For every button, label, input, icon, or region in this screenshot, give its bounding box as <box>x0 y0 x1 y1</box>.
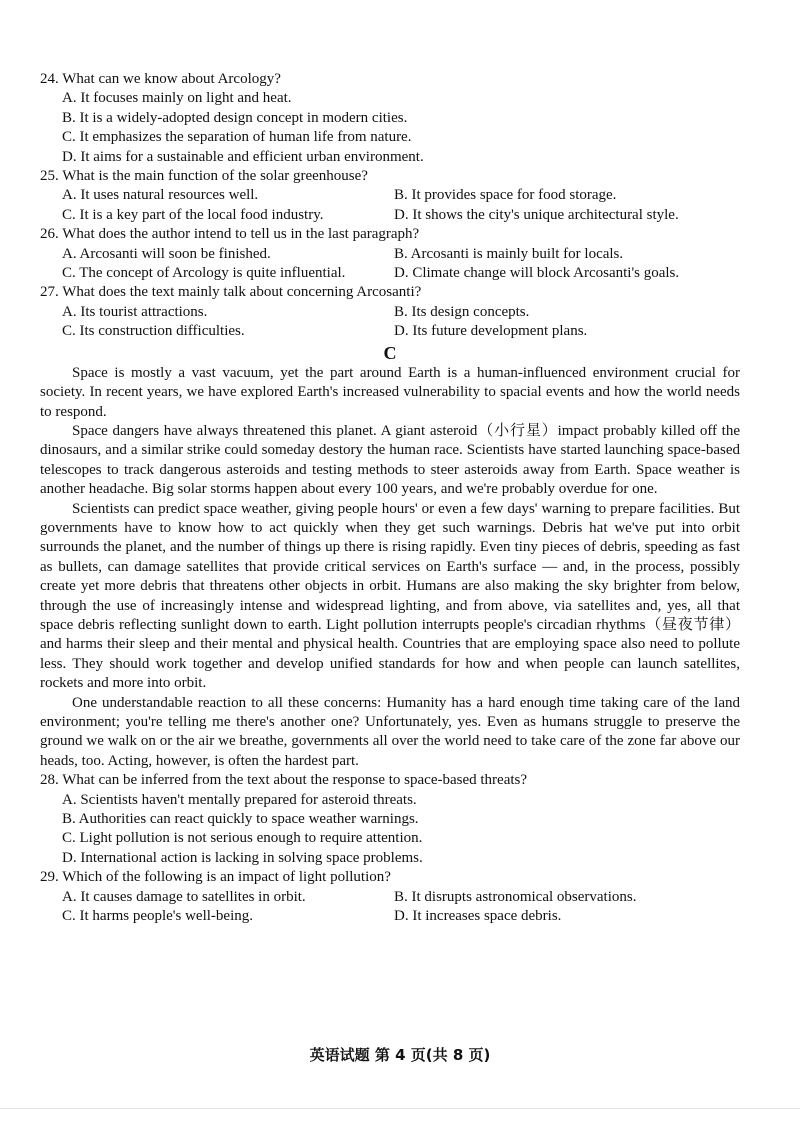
question-stem: 28. What can be inferred from the text about the response to space-based threats? <box>40 772 528 789</box>
page-content <box>40 70 740 926</box>
answer-option: B. Arcosanti is mainly built for locals. <box>394 245 624 262</box>
question <box>40 225 740 283</box>
answer-option: D. Its future development plans. <box>394 323 588 340</box>
answer-option: C. It emphasizes the separation of human life from nature. <box>62 129 412 146</box>
question-stem: 29. Which of the following is an impact of light pollution? <box>40 869 391 886</box>
question <box>40 70 740 167</box>
questions-group-bottom <box>40 771 740 926</box>
option-row <box>62 907 740 926</box>
question-stem: 27. What does the text mainly talk about concerning Arcosanti? <box>40 284 422 301</box>
question-stem: 25. What is the main function of the solar greenhouse? <box>40 168 368 185</box>
answer-option: D. It shows the city's unique architectural style. <box>394 206 679 223</box>
answer-option: A. Arcosanti will soon be finished. <box>62 245 271 262</box>
page-footer: 英语试题 第 4 页(共 8 页) <box>309 1046 491 1064</box>
answer-option: D. It increases space debris. <box>394 908 562 925</box>
option-row <box>62 322 740 341</box>
answer-option: C. The concept of Arcology is quite influential. <box>62 265 346 282</box>
answer-option: A. It uses natural resources well. <box>62 187 259 204</box>
answer-option: C. It harms people's well-being. <box>62 908 253 925</box>
passage-paragraph: Scientists can predict space weather, giving people hours' or even a few days' warning to prepare facilities. But governments have to know how to act quickly when they get such warnings. Debris hat we've put into orbit surrounds the planet, and the number of things up there is rising rapidly. Even tiny pieces of debris, speeding as fast as bullets, can damage satellites that provide critical services on Earth's surface — and, in the process, possibly create yet more debris that threatens other objects in orbit. Humans are also making the sky brighter from below, through the use of increasingly intense and widespread lighting, and from above, via satellites and, yes, all that space debris reflecting sunlight down to earth. Light pollution interrupts people's circadian rhythms（昼夜节律）and harms their sleep and their mental and physical health. Countries that are employing space also need to pollute less. They should work together and develop unified standards for how and when people can launch satellites, rockets and more into orbit. <box>40 500 740 692</box>
answer-option: B. It disrupts astronomical observations. <box>394 888 637 905</box>
question <box>40 868 740 926</box>
question <box>40 283 740 341</box>
option-row <box>62 264 740 283</box>
answer-option: A. It focuses mainly on light and heat. <box>62 90 292 107</box>
answer-option: B. It is a widely-adopted design concept in modern cities. <box>62 109 408 126</box>
bottom-divider <box>0 1108 800 1109</box>
passage-paragraph: Space is mostly a vast vacuum, yet the part around Earth is a human-influenced environment crucial for society. In recent years, we have explored Earth's increased vulnerability to spacial events and how the world needs to respond. <box>40 364 740 420</box>
option-row <box>62 186 740 205</box>
answer-option: B. It provides space for food storage. <box>394 187 617 204</box>
option-row <box>62 303 740 322</box>
answer-option: C. Its construction difficulties. <box>62 323 245 340</box>
option-row <box>62 888 740 907</box>
option-row <box>62 245 740 264</box>
answer-option: D. Climate change will block Arcosanti's goals. <box>394 265 680 282</box>
section-title: C <box>383 342 397 363</box>
question <box>40 771 740 868</box>
passage-paragraph: Space dangers have always threatened this planet. A giant asteroid（小行星）impact probably killed off the dinosaurs, and a similar strike could someday destory the human race. Scientists have started launching space-based telescopes to track dangerous asteroids and testing methods to steer asteroids away from Earth. Space weather is another headache. Big solar storms happen about every 100 years, and we're probably overdue for one. <box>40 422 740 498</box>
passage-paragraph: One understandable reaction to all these concerns: Humanity has a hard enough time taking care of the land environment; you're telling me there's another one? Unfortunately, yes. Even as humans struggle to preserve the ground we walk on or the air we breathe, governments all over the world need to take care of the zone far above our heads, too. Acting, however, is often the hardest part. <box>40 694 740 769</box>
answer-option: A. Its tourist attractions. <box>62 303 208 320</box>
answer-option: B. Authorities can react quickly to space weather warnings. <box>62 811 419 828</box>
question-stem: 24. What can we know about Arcology? <box>40 71 281 87</box>
answer-option: A. It causes damage to satellites in orbit. <box>62 888 306 905</box>
question-stem: 26. What does the author intend to tell us in the last paragraph? <box>40 226 420 243</box>
option-row <box>62 206 740 225</box>
question <box>40 167 740 225</box>
answer-option: C. Light pollution is not serious enough to require attention. <box>62 830 423 847</box>
passage-c <box>40 364 740 772</box>
answer-option: C. It is a key part of the local food industry. <box>62 206 324 223</box>
answer-option: B. Its design concepts. <box>394 303 530 320</box>
answer-option: D. It aims for a sustainable and efficient urban environment. <box>62 148 424 165</box>
answer-option: D. International action is lacking in solving space problems. <box>62 849 423 866</box>
answer-option: A. Scientists haven't mentally prepared for asteroid threats. <box>62 791 417 808</box>
questions-group-top <box>40 70 740 342</box>
